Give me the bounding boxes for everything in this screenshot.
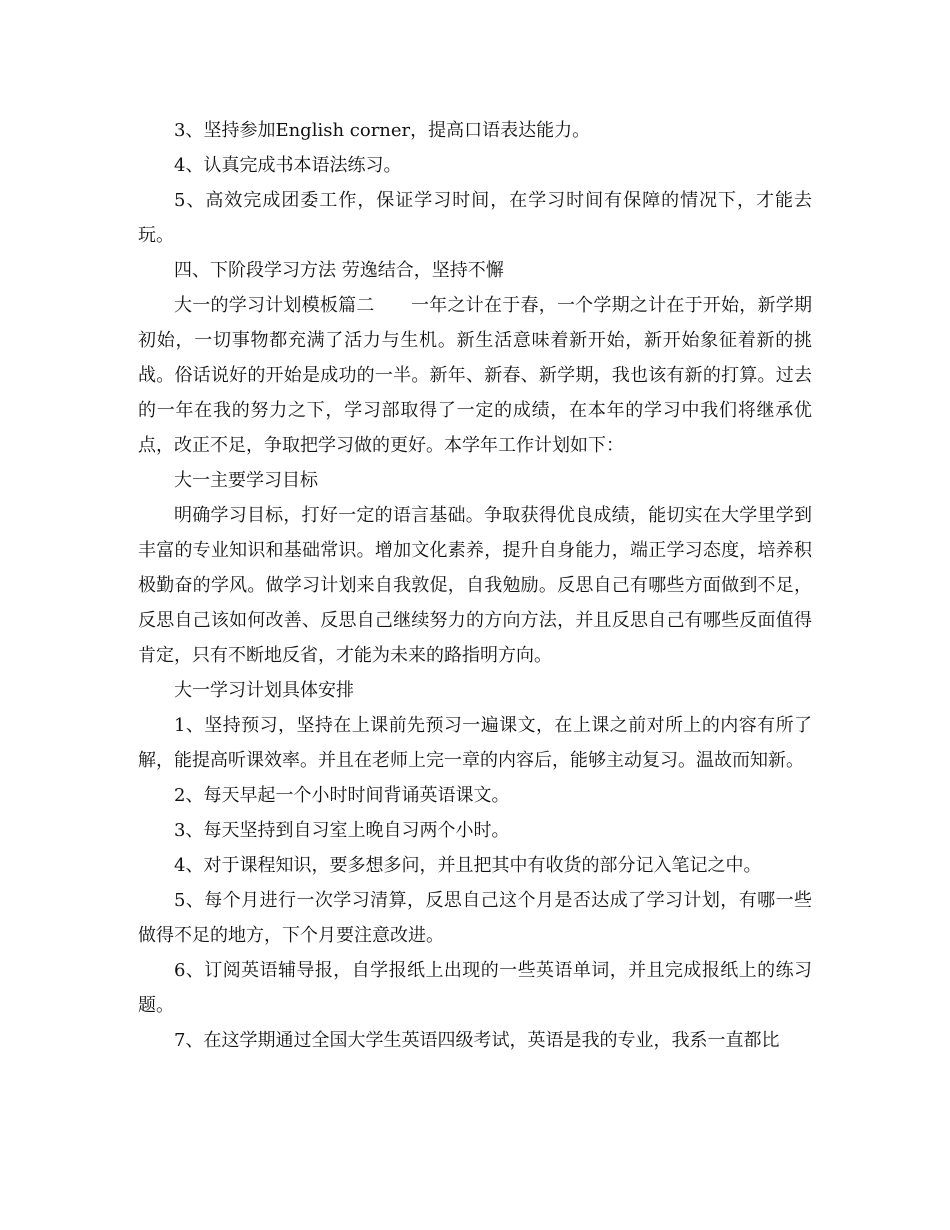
plan-item-5: 5、每个月进行一次学习清算，反思自己这个月是否达成了学习计划，有哪一些做得不足的地方，下个月要注意改进。 <box>138 890 812 946</box>
plan-item-6: 6、订阅英语辅导报，自学报纸上出现的一些英语单词，并且完成报纸上的练习题。 <box>138 960 812 1016</box>
document-body <box>138 113 812 1058</box>
paragraph-2: 4、认真完成书本语法练习。 <box>174 155 402 176</box>
paragraph-template-two: 大一的学习计划模板篇二 一年之计在于春，一个学期之计在于开始，新学期初始，一切事物都充满了活力与生机。新生活意味着新开始，新开始象征着新的挑战。俗话说好的开始是成功的一半。新年、新春、新学期，我也该有新的打算。过去的一年在我的努力之下，学习部取得了一定的成绩，在本年的学习中我们将继承优点，改正不足，争取把学习做的更好。本学年工作计划如下： <box>138 295 812 456</box>
paragraph-3: 5、高效完成团委工作，保证学习时间，在学习时间有保障的情况下，才能去玩。 <box>138 190 812 246</box>
section-heading-goals: 大一主要学习目标 <box>174 470 318 491</box>
paragraph-1: 3、坚持参加English corner，提高口语表达能力。 <box>174 120 591 141</box>
plan-item-1: 1、坚持预习，坚持在上课前先预习一遍课文，在上课之前对所上的内容有所了解，能提高听课效率。并且在老师上完一章的内容后，能够主动复习。温故而知新。 <box>138 715 812 771</box>
plan-item-2: 2、每天早起一个小时时间背诵英语课文。 <box>174 785 510 806</box>
section-heading-arrangement: 大一学习计划具体安排 <box>174 680 354 701</box>
paragraph-goals: 明确学习目标，打好一定的语言基础。争取获得优良成绩，能切实在大学里学到丰富的专业知识和基础常识。增加文化素养，提升自身能力，端正学习态度，培养积极勤奋的学风。做学习计划来自我敦促，自我勉励。反思自己有哪些方面做到不足，反思自己该如何改善、反思自己继续努力的方向方法，并且反思自己有哪些反面值得肯定，只有不断地反省，才能为未来的路指明方向。 <box>138 505 812 666</box>
plan-item-7: 7、在这学期通过全国大学生英语四级考试，英语是我的专业，我系一直都比 <box>174 1030 780 1051</box>
section-heading-methods: 四、下阶段学习方法 劳逸结合，坚持不懈 <box>174 260 504 281</box>
plan-item-3: 3、每天坚持到自习室上晚自习两个小时。 <box>174 820 510 841</box>
plan-item-4: 4、对于课程知识，要多想多问，并且把其中有收货的部分记入笔记之中。 <box>174 855 762 876</box>
